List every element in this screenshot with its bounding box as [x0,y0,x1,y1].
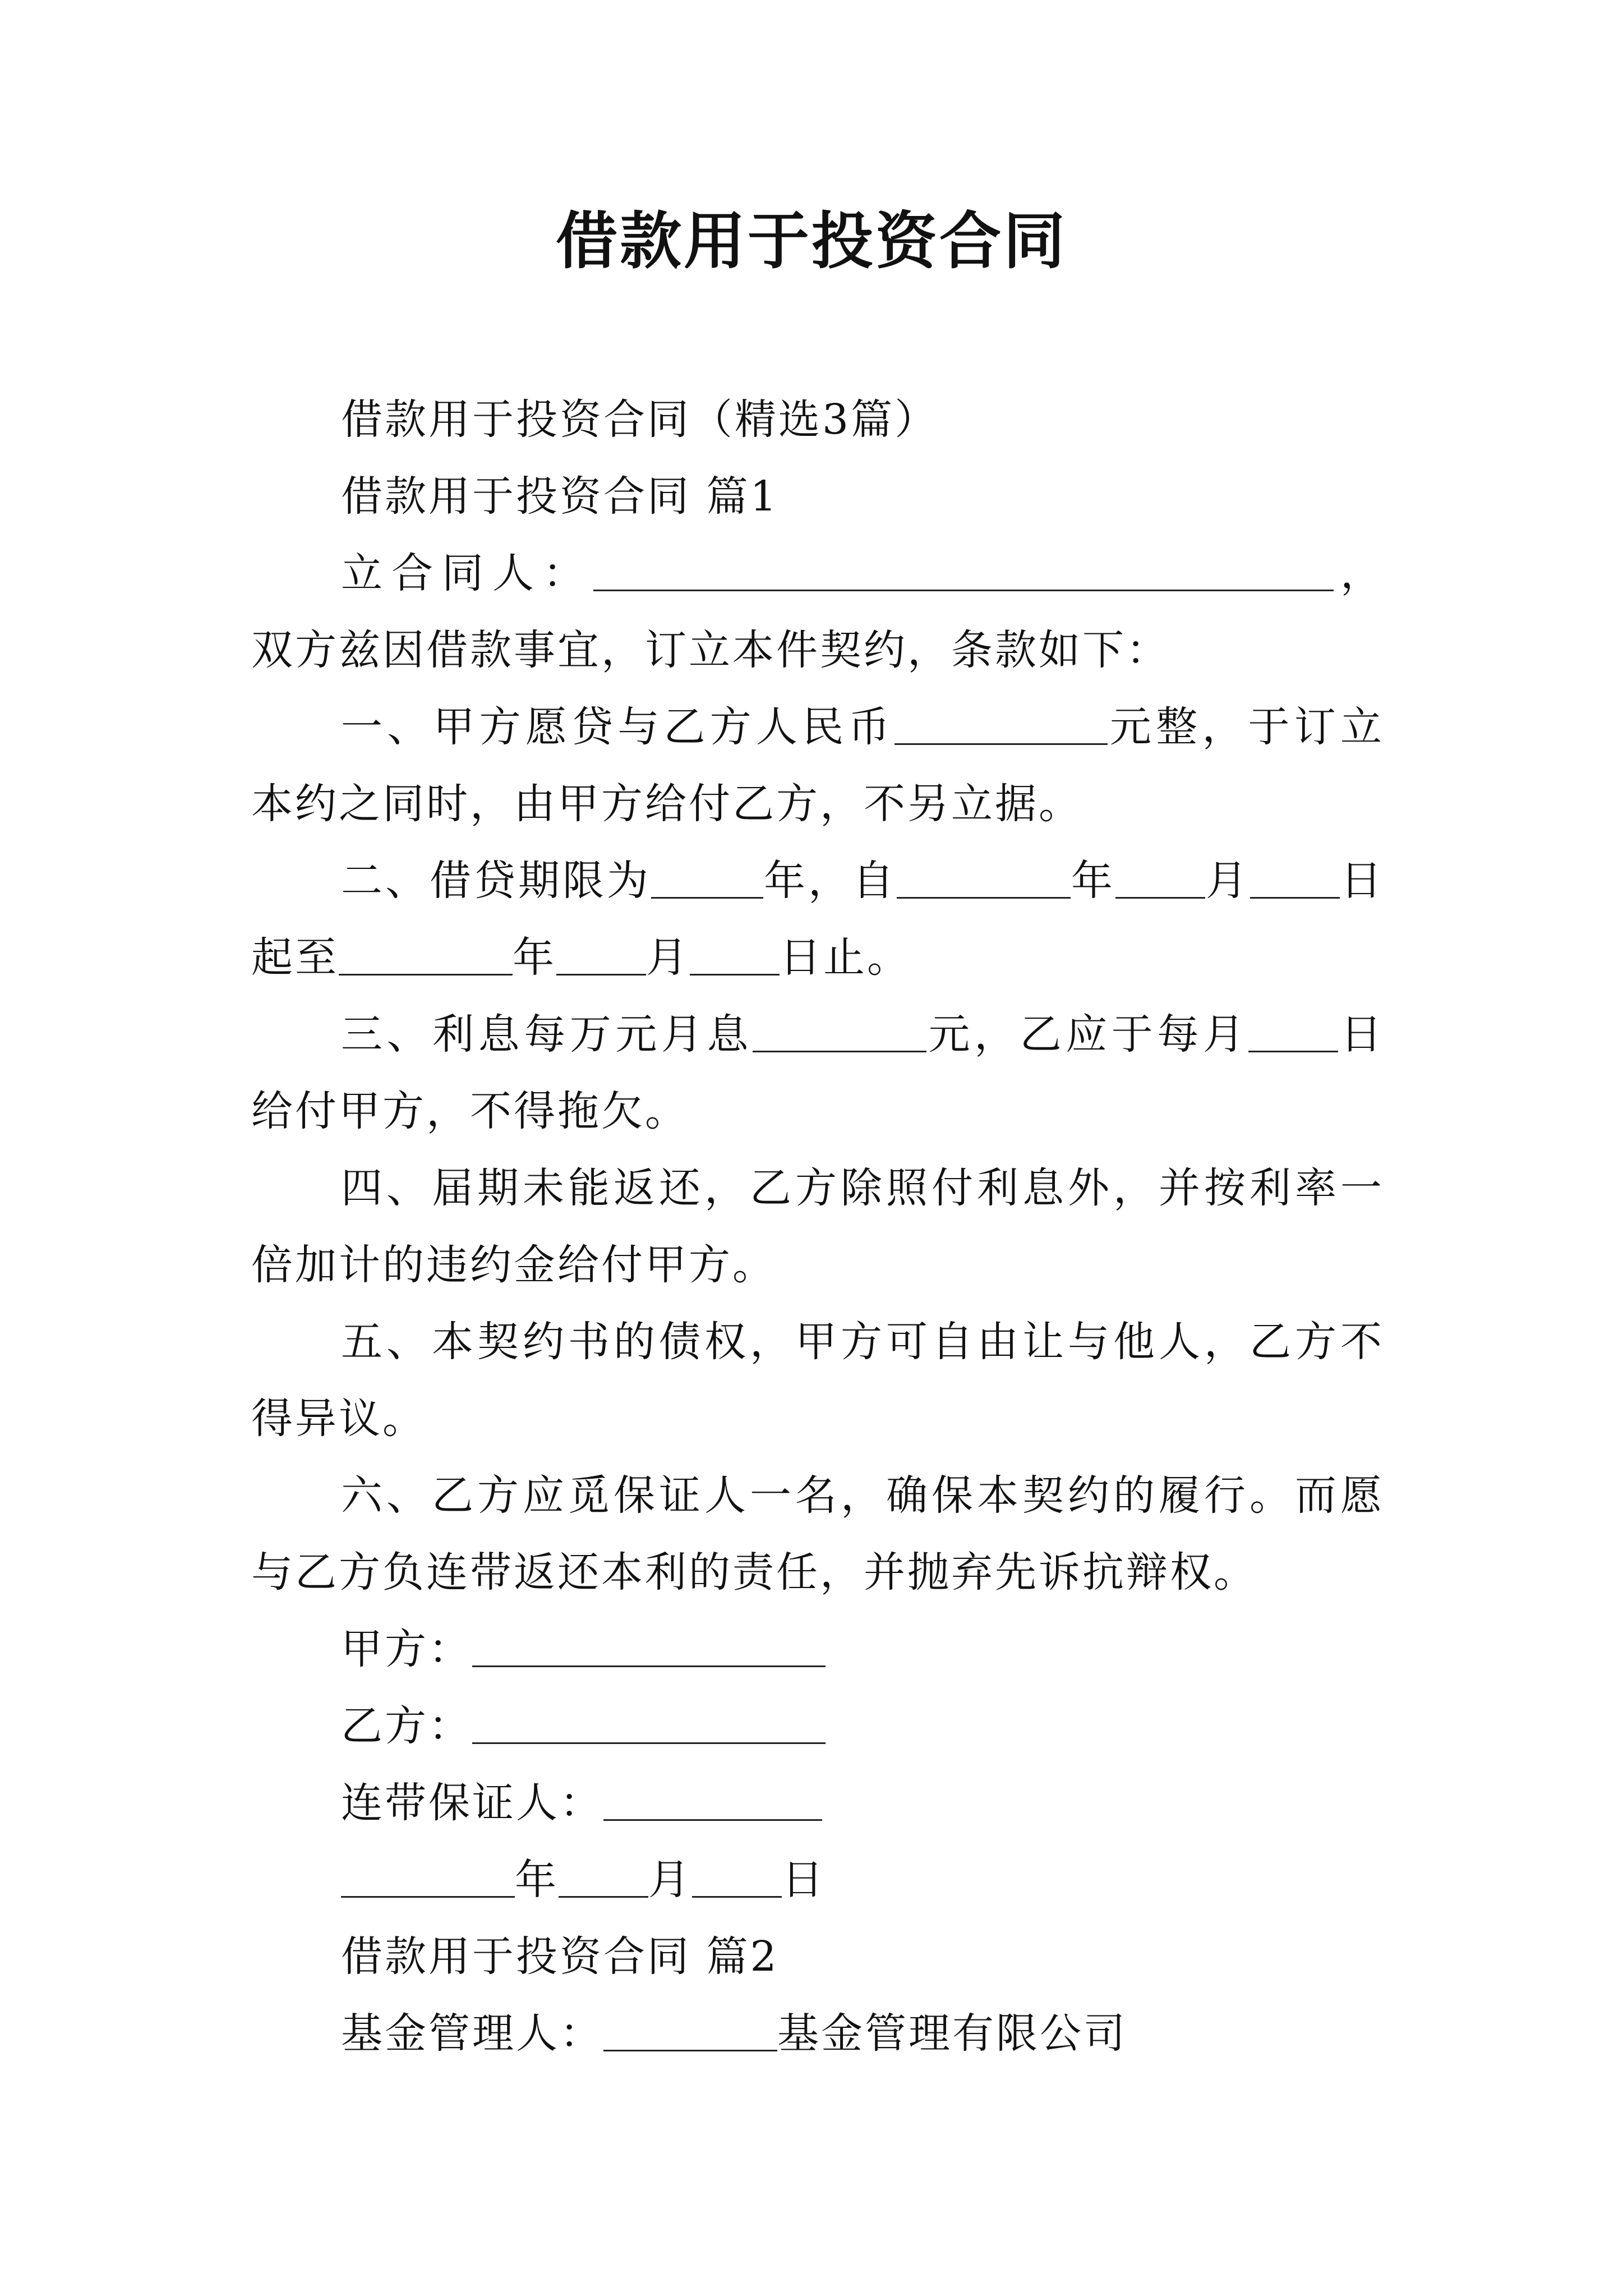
clause-6: 六、乙方应觅保证人一名，确保本契约的履行。而愿与乙方负连带返还本利的责任，并抛弃先诉抗辩权。 [251,1471,1384,1596]
clause-3-text-a: 三、利息每万元月息 [341,1010,753,1059]
clause-2-text-a: 二、借贷期限为 [341,857,651,905]
document-body [251,381,1384,2072]
clause-2 [251,843,1384,996]
sign-day-blank [692,1857,782,1898]
clause-2-text-h: 日止。 [780,933,911,982]
guarantor-signature-line [251,1765,1384,1842]
clause-3-text-b: 元，乙应于每月 [926,1010,1249,1059]
guarantor-blank [603,1780,822,1821]
clause-2-text-g: 月 [646,933,690,982]
clause-3-text-c: 日给付甲方，不得拖欠。 [251,1010,1385,1135]
party-b-blank [472,1703,826,1744]
signing-date-line [251,1842,1384,1918]
term-years-blank [651,858,763,899]
clause-2-text-b: 年，自 [763,857,897,905]
clause-3 [251,996,1384,1150]
contract-party-blank [593,550,1334,591]
sign-month-label: 月 [648,1856,692,1904]
intro-text: ，双方兹因借款事宜，订立本件契约，条款如下： [251,549,1384,674]
end-day-blank [690,935,780,976]
start-day-blank [1250,858,1340,899]
party-b-signature-line [251,1688,1384,1765]
clause-2-text-e: 日起至 [251,857,1384,982]
sign-year-blank [341,1857,515,1898]
interest-blank [753,1011,926,1052]
fund-manager-line [251,1995,1384,2072]
clause-1-text-b: 元整，于订立本约之同时，由甲方给付乙方，不另立据。 [251,703,1385,828]
end-year-blank [339,935,513,976]
payment-day-blank [1248,1011,1338,1052]
amount-blank [895,704,1108,745]
start-month-blank [1115,858,1205,899]
party-b-label: 乙方： [341,1702,472,1750]
guarantor-label: 连带保证人： [341,1779,603,1827]
end-month-blank [556,935,646,976]
intro-label: 立合同人： [341,549,593,597]
fund-manager-company: 基金管理有限公司 [777,2009,1127,2058]
sign-month-blank [559,1857,648,1898]
clause-2-text-d: 月 [1205,857,1250,905]
clause-2-text-c: 年 [1071,857,1115,905]
clause-5: 五、本契约书的债权，甲方可自由让与他人，乙方不得异议。 [251,1318,1384,1443]
part2-heading: 借款用于投资合同 篇2 [341,1932,779,1981]
party-a-blank [472,1626,826,1667]
party-a-label: 甲方： [341,1625,472,1673]
clause-2-text-f: 年 [513,933,556,982]
start-year-blank [897,858,1071,899]
clause-1-text-a: 一、甲方愿贷与乙方人民币 [341,703,895,751]
document-subtitle: 借款用于投资合同（精选3篇） [341,395,939,444]
part1-heading: 借款用于投资合同 篇1 [341,472,779,521]
sign-day-label: 日 [782,1856,826,1904]
party-a-signature-line [251,1611,1384,1688]
fund-manager-blank [603,2010,777,2051]
fund-manager-label: 基金管理人： [341,2009,603,2058]
clause-4: 四、届期未能返还，乙方除照付利息外，并按利率一倍加计的违约金给付甲方。 [251,1164,1384,1289]
document-title: 借款用于投资合同 [556,205,1067,277]
intro-paragraph [251,535,1384,689]
sign-year-label: 年 [515,1856,559,1904]
clause-1 [251,689,1384,843]
